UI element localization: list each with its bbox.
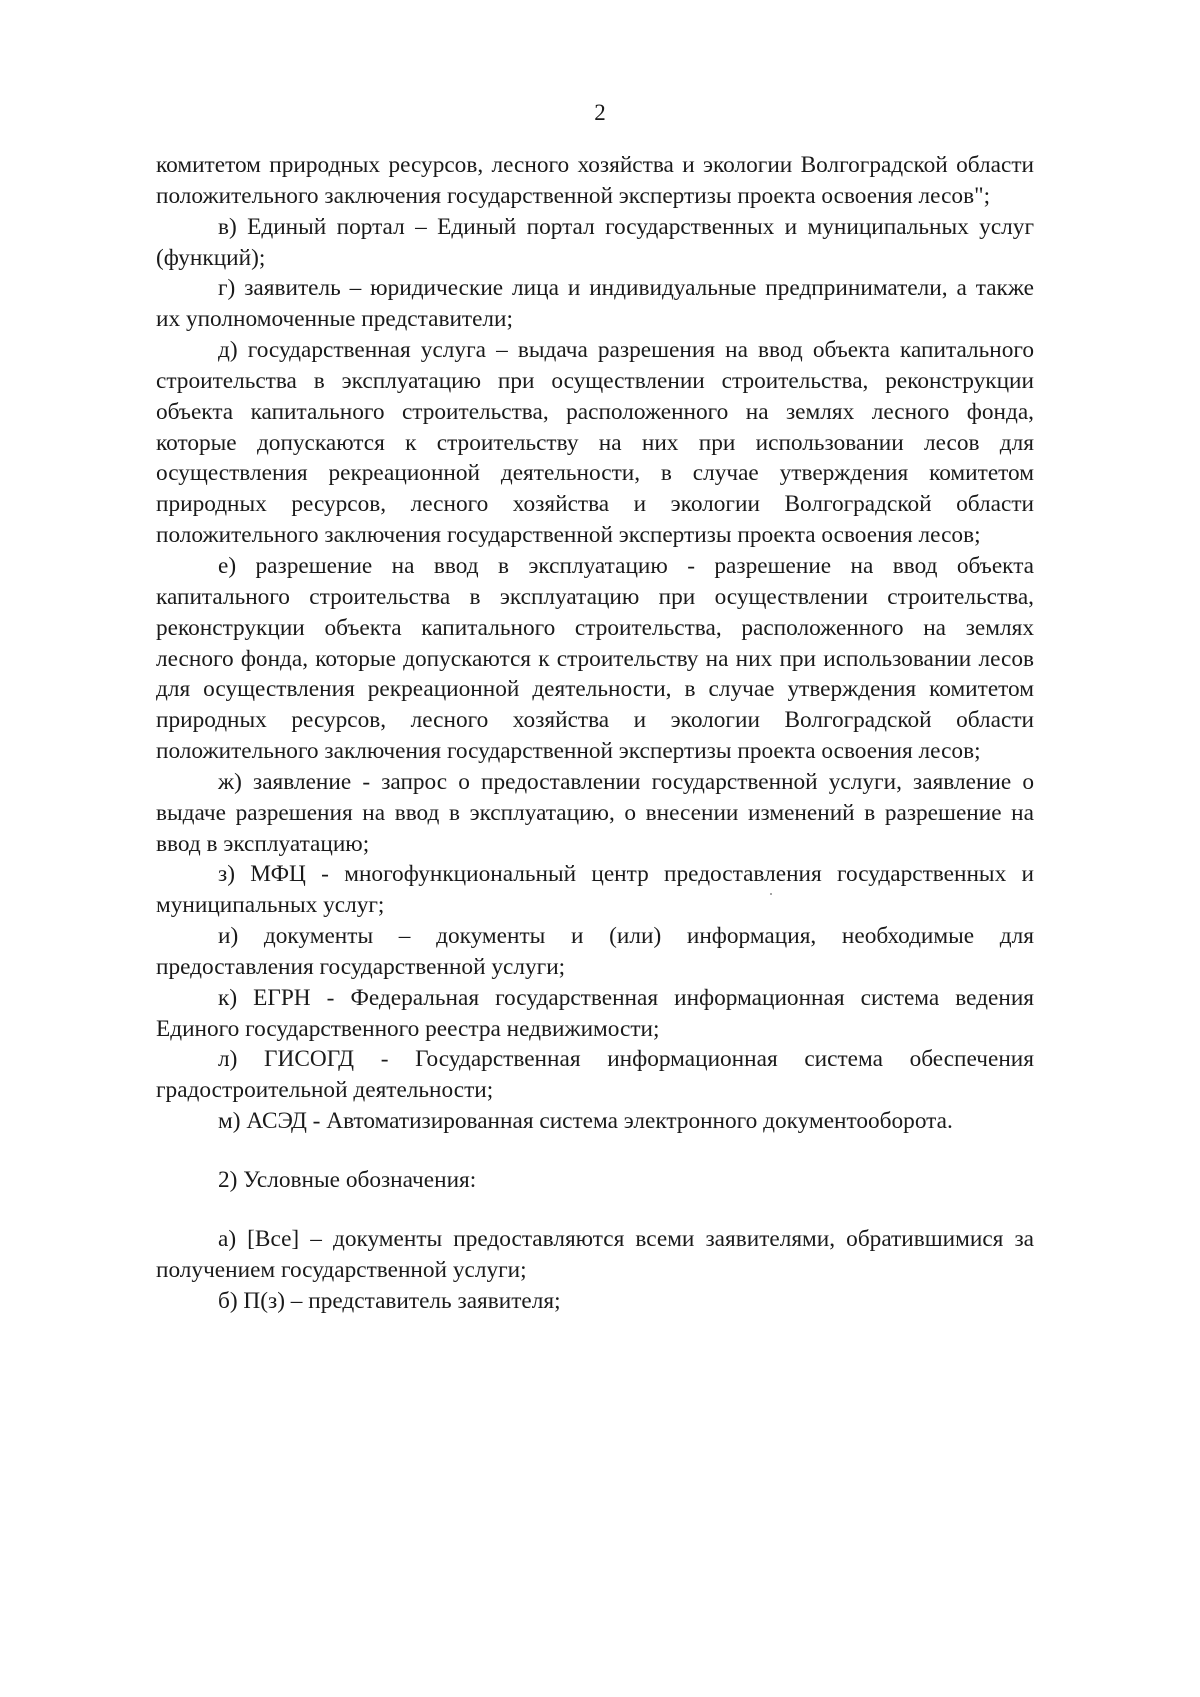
paragraph-i-documents: и) документы – документы и (или) информация, необходимые для предоставления государственной услуги; — [156, 923, 1034, 980]
paragraph-k-egrn: к) ЕГРН - Федеральная государственная информационная система ведения Единого государственного реестра недвижимости; — [156, 984, 1034, 1042]
paragraph-l-gisogd: л) ГИСОГД - Государственная информационная система обеспечения градостроительной деятельности; — [156, 1046, 1034, 1104]
paragraph-zh-application: ж) заявление - запрос о предоставлении государственной услуги, заявление о выдаче разрешения на ввод в эксплуатацию, о внесении изменений в разрешение на ввод в эксплуатацию; — [156, 768, 1034, 857]
paragraph-b-representative: б) П(з) – представитель заявителя; — [218, 1287, 561, 1314]
paragraph-v-unified-portal: в) Единый портал – Единый портал государственных и муниципальных услуг (функций); — [156, 213, 1034, 271]
paragraph-g-applicant: г) заявитель – юридические лица и индивидуальные предприниматели, а также их уполномоченные представители; — [156, 275, 1034, 333]
page-number: 2 — [594, 100, 606, 125]
paragraph-continuation: комитетом природных ресурсов, лесного хозяйства и экологии Волгоградской области положительного заключения государственной экспертизы проекта освоения лесов"; — [156, 152, 1034, 209]
document-body — [156, 150, 1034, 1316]
scan-speck — [770, 893, 772, 895]
paragraph-m-ased: м) АСЭД - Автоматизированная система электронного документооборота. — [218, 1108, 953, 1135]
paragraph-e-permit: е) разрешение на ввод в эксплуатацию - разрешение на ввод объекта капитального строительства в эксплуатацию при осуществлении строительства, реконструкции объекта капитального строительства, расположенного на землях лесного фонда, которые допускаются к строительству на них при использовании лесов для осуществления рекреационной деятельности, в случае утверждения комитетом природных ресурсов, лесного хозяйства и экологии Волгоградской области положительного заключения государственной экспертизы проекта освоения лесов; — [156, 552, 1034, 765]
paragraph-d-state-service: д) государственная услуга – выдача разрешения на ввод объекта капитального строительства в эксплуатацию при осуществлении строительства, реконструкции объекта капитального строительства, расположенного на землях лесного фонда, которые допускаются к строительству на них при использовании лесов для осуществления рекреационной деятельности, в случае утверждения комитетом природных ресурсов, лесного хозяйства и экологии Волгоградской области положительного заключения государственной экспертизы проекта освоения лесов; — [156, 337, 1034, 549]
paragraph-z-mfc: з) МФЦ - многофункциональный центр предоставления государственных и муниципальных услуг; — [156, 861, 1034, 919]
section-heading-notation: 2) Условные обозначения: — [218, 1167, 477, 1193]
paragraph-a-all: а) [Все] – документы предоставляются всеми заявителями, обратившимися за получением государственной услуги; — [156, 1225, 1034, 1283]
